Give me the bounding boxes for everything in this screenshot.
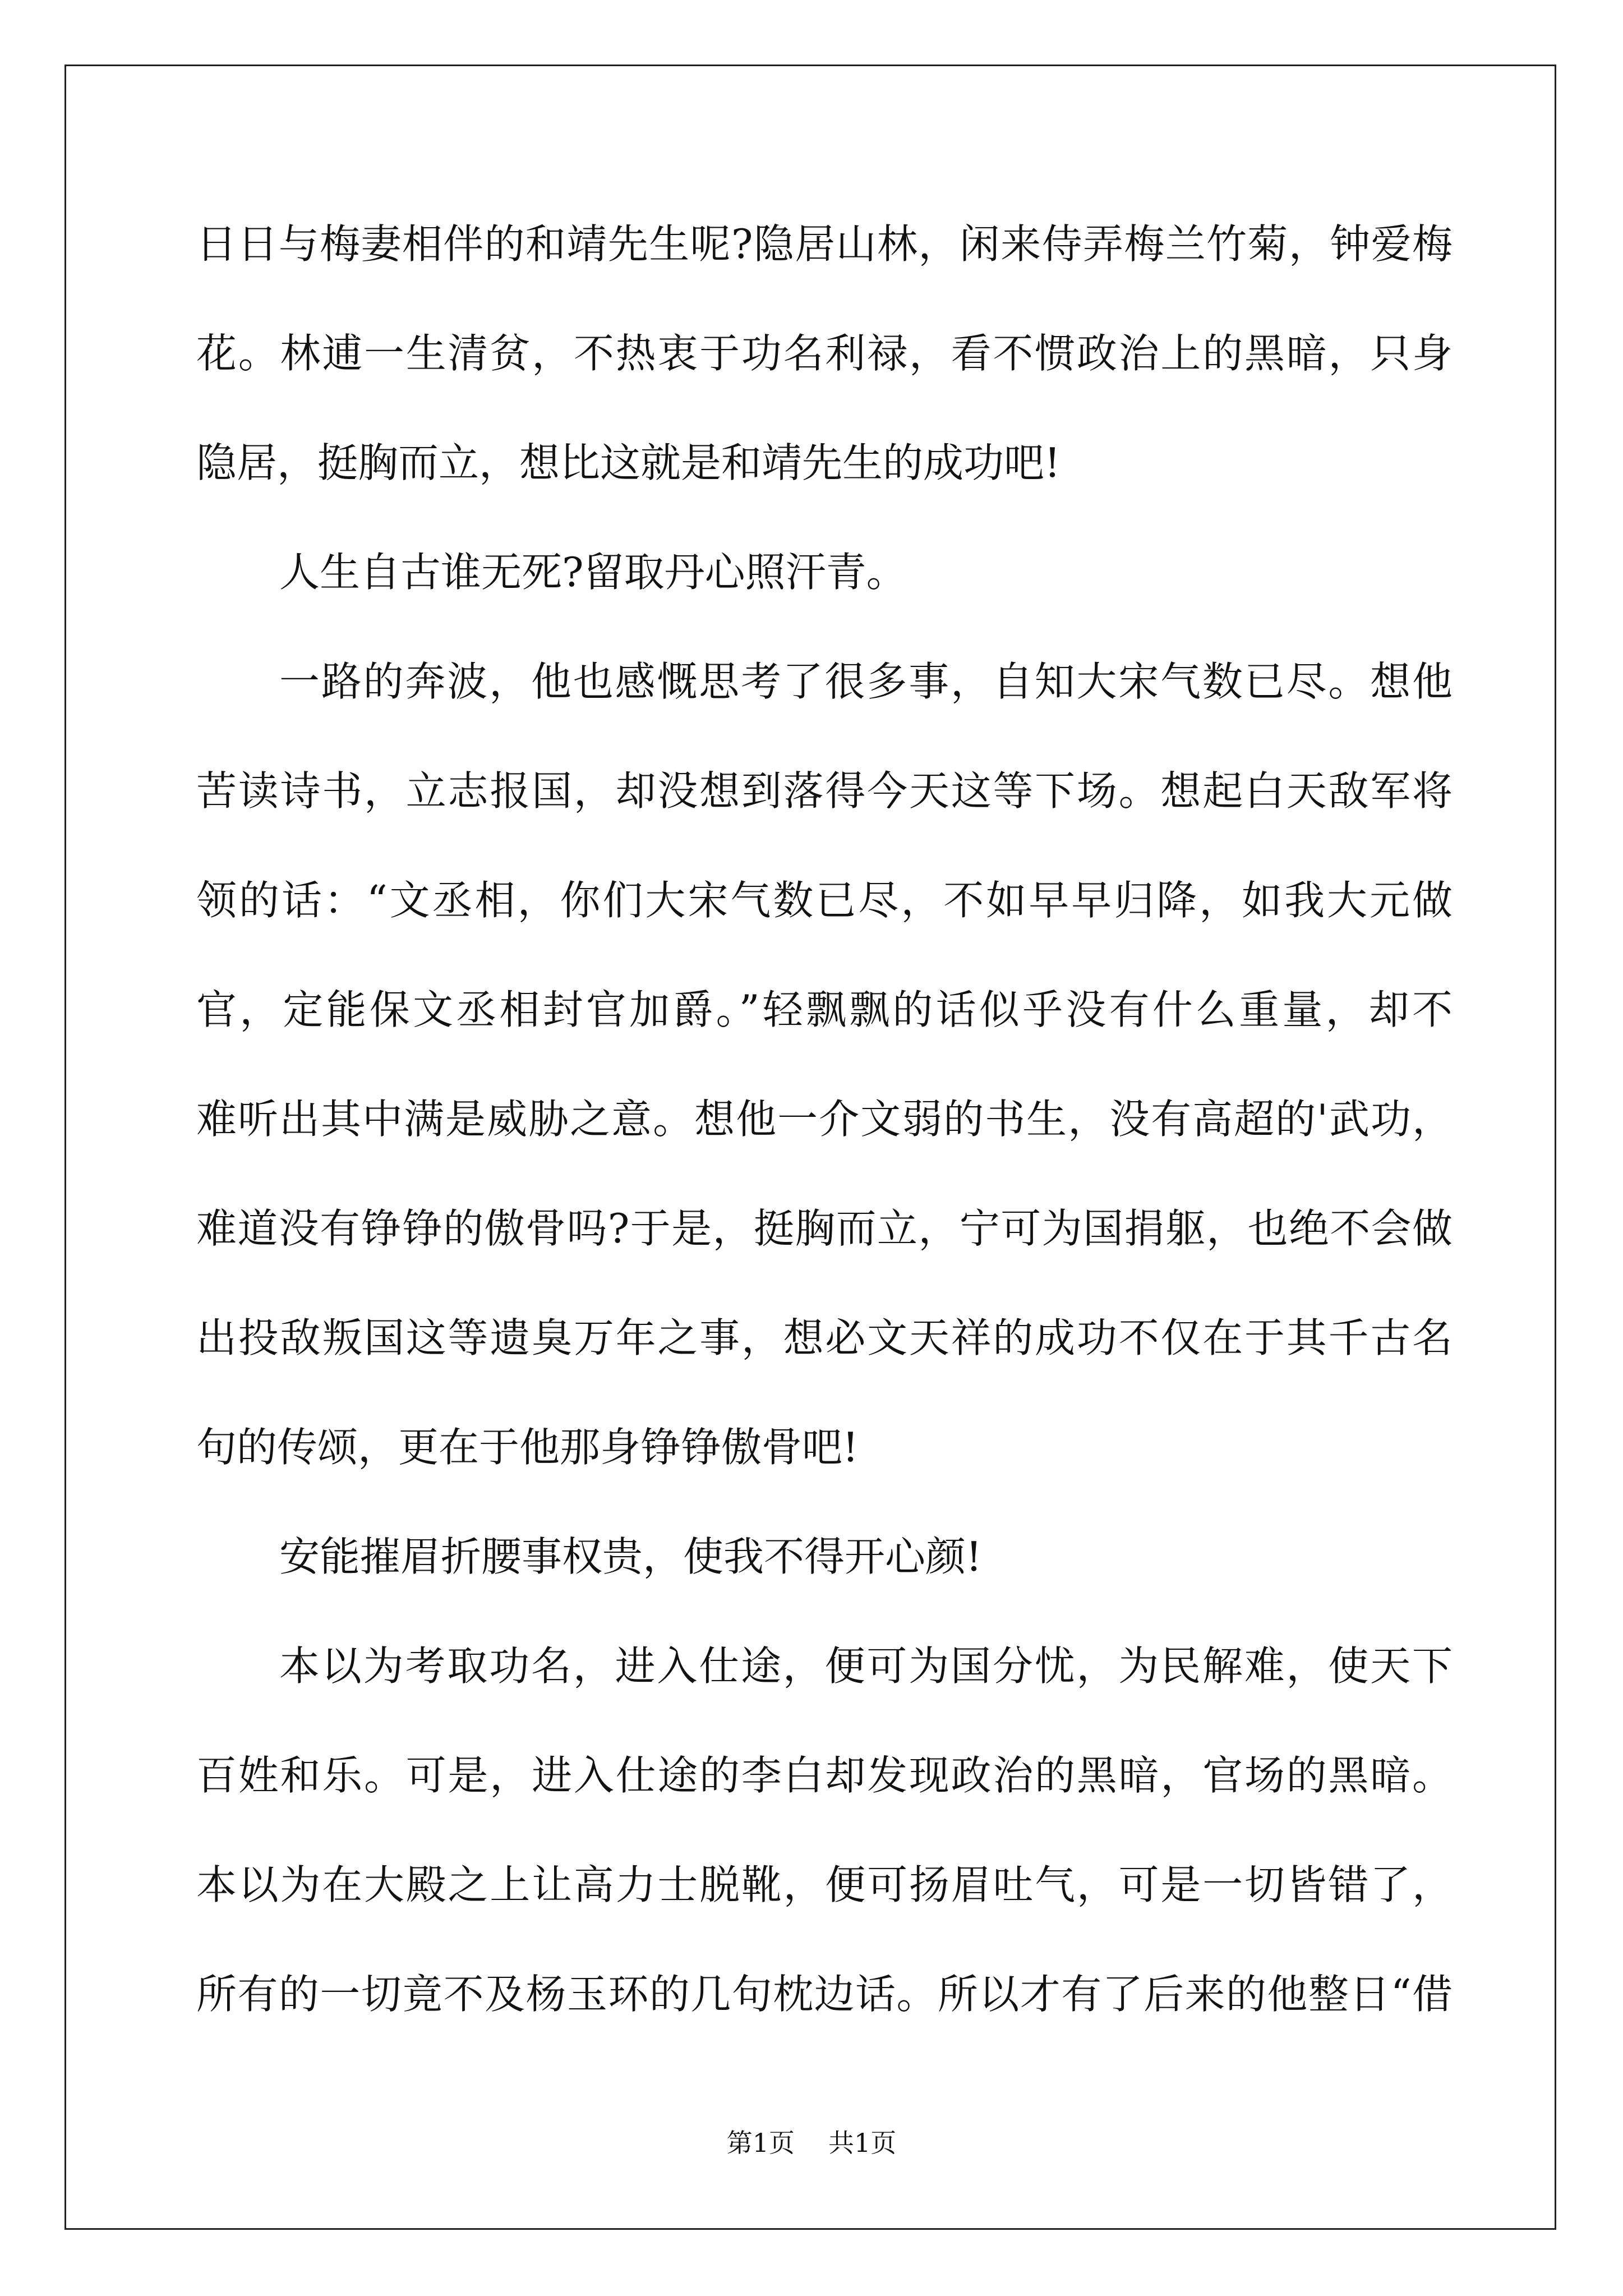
text-line: 本以为考取功名，进入仕途，便可为国分忧，为民解难，使天下 <box>279 1642 1453 1690</box>
text-line: 句的传颂，更在于他那身铮铮傲骨吧! <box>196 1424 859 1471</box>
text-line: 领的话：“文丞相，你们大宋气数已尽，不如早早归降，如我大元做 <box>196 877 1453 924</box>
text-line: 难道没有铮铮的傲骨吗?于是，挺胸而立，宁可为国捐躯，也绝不会做 <box>196 1205 1453 1252</box>
document-body <box>196 213 1453 2073</box>
text-line: 本以为在大殿之上让高力士脱靴，便可扬眉吐气，可是一切皆错了， <box>196 1861 1453 1908</box>
text-line: 所有的一切竟不及杨玉环的几句枕边话。所以才有了后来的他整日“借 <box>196 1971 1453 2018</box>
page-total: 共1页 <box>828 2128 897 2158</box>
page-footer <box>0 2126 1623 2160</box>
text-line: 日日与梅妻相伴的和靖先生呢?隐居山林，闲来侍弄梅兰竹菊，钟爱梅 <box>196 220 1453 268</box>
text-line: 安能摧眉折腰事权贵，使我不得开心颜! <box>279 1533 982 1580</box>
page-number: 第1页 <box>726 2128 795 2158</box>
text-line: 官，定能保文丞相封官加爵。”轻飘飘的话似乎没有什么重量，却不 <box>196 986 1453 1033</box>
text-line: 苦读诗书，立志报国，却没想到落得今天这等下场。想起白天敌军将 <box>196 767 1453 815</box>
text-line: 人生自古谁无死?留取丹心照汗青。 <box>279 549 907 596</box>
text-line: 百姓和乐。可是，进入仕途的李白却发现政治的黑暗，官场的黑暗。 <box>196 1752 1453 1799</box>
text-line: 隐居，挺胸而立，想比这就是和靖先生的成功吧! <box>196 439 1061 486</box>
text-line: 出投敌叛国这等遗臭万年之事，想必文天祥的成功不仅在于其千古名 <box>196 1314 1453 1361</box>
text-line: 花。林逋一生清贫，不热衷于功名利禄，看不惯政治上的黑暗，只身 <box>196 330 1453 377</box>
text-line: 难听出其中满是威胁之意。想他一介文弱的书生，没有高超的'武功， <box>196 1096 1453 1143</box>
text-line: 一路的奔波，他也感慨思考了很多事，自知大宋气数已尽。想他 <box>279 658 1453 705</box>
